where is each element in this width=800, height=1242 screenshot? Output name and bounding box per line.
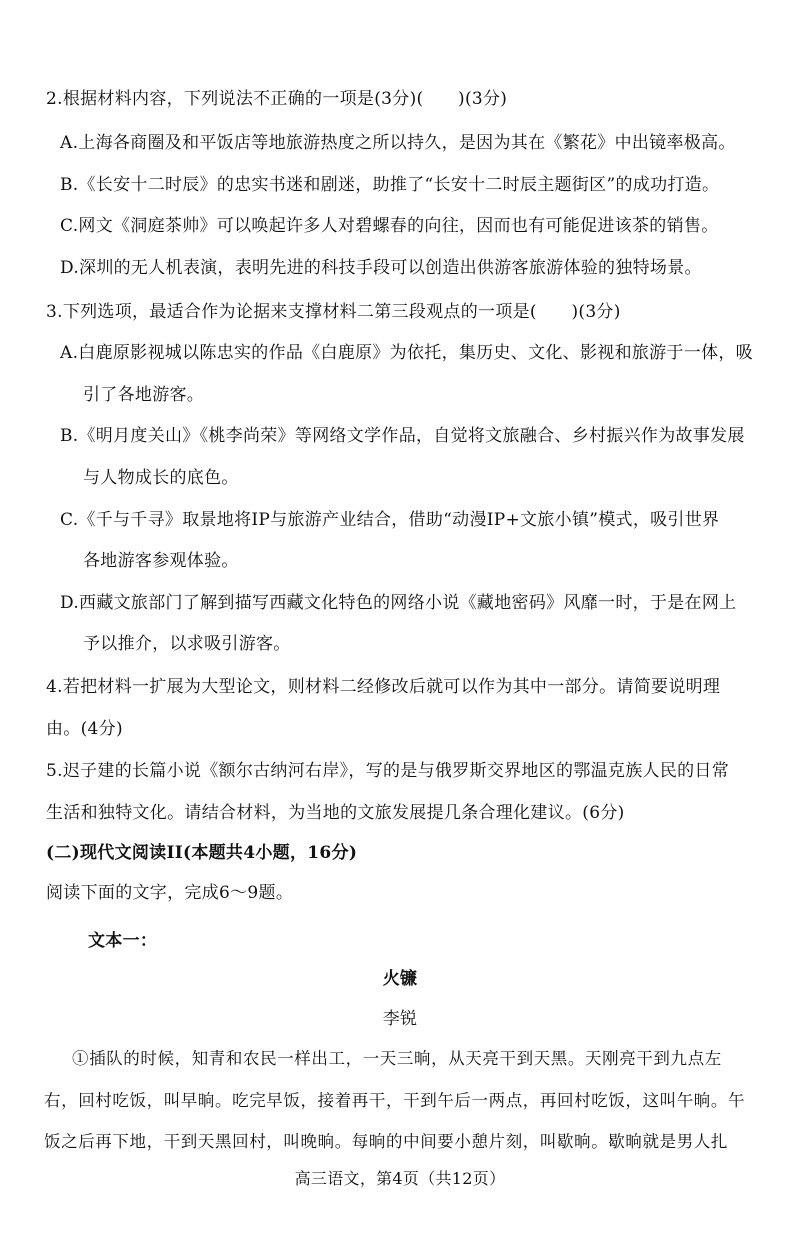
question-3-stem: 3.下列选项，最适合作为论据来支撑材料二第三段观点的一项是( )(3分)	[46, 302, 621, 322]
question-3-option-b-line1: B.《明月度关山》《桃李尚荣》等网络文学作品，自觉将文旅融合、乡村振兴作为故事发展	[60, 426, 745, 446]
question-3-option-a-line2: 引了各地游客。	[83, 385, 205, 405]
question-3-option-d-line1: D.西藏文旅部门了解到描写西藏文化特色的网络小说《藏地密码》风靡一时，于是在网上	[60, 593, 737, 613]
question-5-line2: 生活和独特文化。请结合材料，为当地的文旅发展提几条合理化建议。(6分)	[46, 803, 625, 823]
question-4-line2: 由。(4分)	[46, 719, 123, 739]
question-4-line1: 4.若把材料一扩展为大型论文，则材料二经修改后就可以作为其中一部分。请简要说明理	[46, 677, 721, 697]
question-5-line1: 5.迟子建的长篇小说《额尔古纳河右岸》，写的是与俄罗斯交界地区的鄂温克族人民的日常	[46, 761, 730, 781]
question-2-stem: 2.根据材料内容，下列说法不正确的一项是(3分)( )(3分)	[46, 89, 508, 109]
page-footer: 高三语文，第4页（共12页）	[294, 1169, 506, 1188]
article-paragraph-1-line1: ①插队的时候，知青和农民一样出工，一天三晌，从天亮干到天黑。天刚亮干到九点左	[72, 1049, 722, 1068]
question-3-option-c-line2: 各地游客参观体验。	[83, 551, 239, 571]
article-paragraph-1-line2: 右，回村吃饭，叫早晌。吃完早饭，接着再干，干到午后一两点，再回村吃饭，这叫午晌。午	[44, 1091, 746, 1110]
question-2-option-b: B.《长安十二时辰》的忠实书迷和剧迷，助推了“长安十二时辰主题街区”的成功打造。	[60, 175, 720, 195]
article-title: 火镰	[382, 969, 418, 989]
question-3-option-d-line2: 予以推介，以求吸引游客。	[83, 634, 291, 654]
question-2-option-d: D.深圳的无人机表演，表明先进的科技手段可以创造出供游客旅游体验的独特场景。	[60, 258, 702, 278]
section-heading: (二)现代文阅读II(本题共4小题，16分)	[46, 843, 358, 863]
question-2-option-a: A.上海各商圈及和平饭店等地旅游热度之所以持久，是因为其在《繁花》中出镜率极高。	[60, 133, 736, 153]
article-author: 李锐	[382, 1009, 418, 1029]
question-3-option-b-line2: 与人物成长的底色。	[83, 468, 239, 488]
article-paragraph-1-line3: 饭之后再下地，干到天黑回村，叫晚晌。每晌的中间要小憩片刻，叫歇晌。歇晌就是男人扎	[44, 1132, 728, 1151]
text-one-label: 文本一：	[88, 931, 158, 951]
question-3-option-a-line1: A.白鹿原影视城以陈忠实的作品《白鹿原》为依托，集历史、文化、影视和旅游于一体，吸	[60, 343, 753, 363]
question-3-option-c-line1: C.《千与千寻》取景地将IP与旅游产业结合，借助“动漫IP+文旅小镇”模式，吸引世界	[60, 510, 720, 530]
question-2-option-c: C.网文《洞庭茶帅》可以唤起许多人对碧螺春的向往，因而也有可能促进该茶的销售。	[60, 216, 719, 236]
section-instruction: 阅读下面的文字，完成6～9题。	[46, 883, 294, 903]
